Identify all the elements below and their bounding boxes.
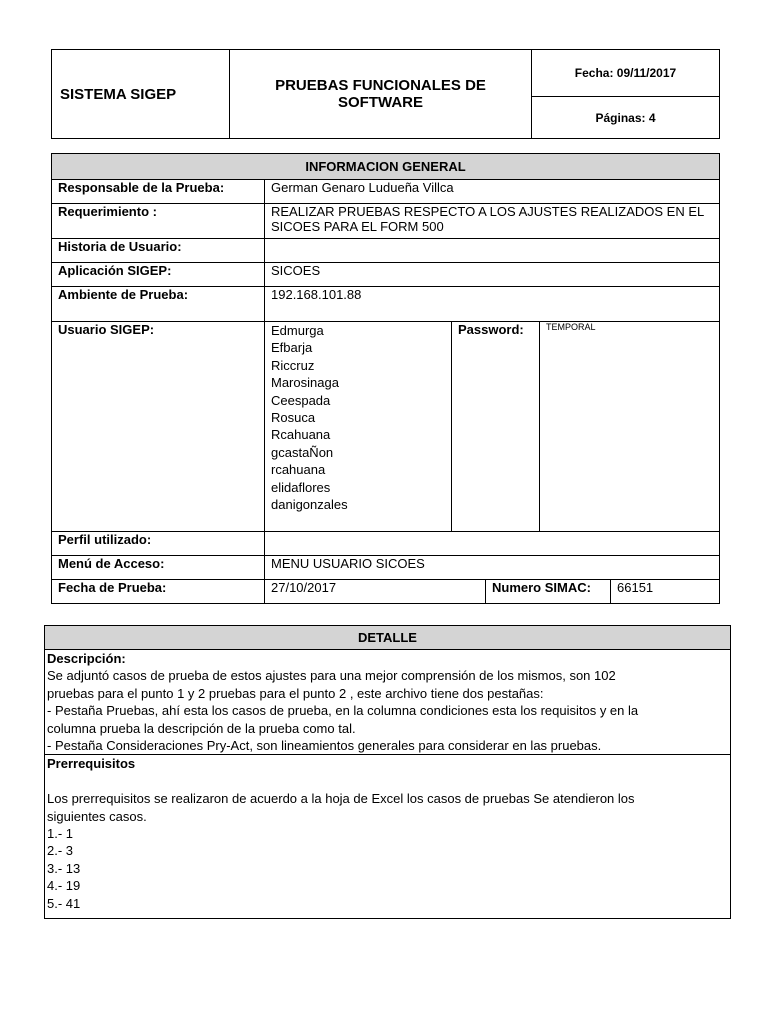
usuario-list — [265, 322, 452, 532]
menu-value: MENU USUARIO SICOES — [265, 556, 720, 580]
descripcion-line: pruebas para el punto 1 y 2 pruebas para el punto 2 , este archivo tiene dos pestañas: — [47, 685, 544, 701]
password-label: Password: — [452, 322, 540, 532]
responsable-value: German Genaro Ludueña Villca — [265, 180, 720, 204]
system-name: SISTEMA SIGEP — [52, 50, 230, 139]
descripcion-line: columna prueba la descripción de la prueba como tal. — [47, 720, 356, 736]
descripcion-line: - Pestaña Pruebas, ahí esta los casos de prueba, en la columna condiciones esta los requisitos y en la — [47, 703, 639, 719]
fecha-prueba-label: Fecha de Prueba: — [52, 580, 265, 604]
caso-item: 1.- 1 — [47, 826, 74, 842]
descripcion-label: Descripción: — [47, 651, 126, 666]
usuario-item: Riccruz — [271, 357, 315, 373]
caso-item: 3.- 13 — [47, 860, 81, 876]
requerimiento-line-1: REALIZAR PRUEBAS RESPECTO A LOS AJUSTES REALIZADOS EN EL — [271, 204, 705, 219]
fecha-prueba-value: 27/10/2017 — [265, 580, 486, 604]
title-line-1: PRUEBAS FUNCIONALES DE — [275, 77, 486, 94]
descripcion-line: Se adjuntó casos de prueba de estos ajustes para una mejor comprensión de los mismos, son 102 — [47, 668, 616, 684]
descripcion-line: - Pestaña Consideraciones Pry-Act, son lineamientos generales para considerar en las pruebas. — [47, 738, 602, 754]
usuario-item: Rcahuana — [271, 427, 331, 443]
usuario-item: gcastaÑon — [271, 444, 334, 460]
general-section-title: INFORMACION GENERAL — [52, 154, 720, 180]
detalle-table — [44, 625, 731, 919]
requerimiento-label: Requerimiento : — [52, 204, 265, 239]
usuario-item: Ceespada — [271, 392, 331, 408]
document-title — [230, 50, 532, 139]
responsable-label: Responsable de la Prueba: — [52, 180, 265, 204]
usuario-item: elidaflores — [271, 479, 331, 495]
simac-value: 66151 — [611, 580, 720, 604]
prerrequisitos-label: Prerrequisitos — [47, 756, 136, 772]
usuario-label: Usuario SIGEP: — [52, 322, 265, 532]
ambiente-label: Ambiente de Prueba: — [52, 287, 265, 322]
caso-item: 4.- 19 — [47, 878, 81, 894]
prerrequisitos-line: Los prerrequisitos se realizaron de acuerdo a la hoja de Excel los casos de pruebas Se atendieron los — [47, 791, 635, 807]
prerrequisitos-cell — [45, 755, 731, 919]
spacer — [47, 773, 729, 790]
ambiente-value: 192.168.101.88 — [265, 287, 720, 322]
usuario-item: Rosuca — [271, 410, 316, 426]
simac-label: Numero SIMAC: — [486, 580, 611, 604]
title-line-2: SOFTWARE — [338, 94, 423, 111]
menu-label: Menú de Acceso: — [52, 556, 265, 580]
usuario-item: rcahuana — [271, 462, 326, 478]
detalle-section-title: DETALLE — [45, 626, 731, 650]
password-value: TEMPORAL — [540, 322, 720, 532]
perfil-label: Perfil utilizado: — [52, 532, 265, 556]
general-info-table — [51, 153, 720, 604]
fecha-cell: Fecha: 09/11/2017 — [532, 50, 720, 97]
historia-value — [265, 239, 720, 263]
requerimiento-value — [265, 204, 720, 239]
prerrequisitos-line: siguientes casos. — [47, 808, 147, 824]
perfil-value — [265, 532, 720, 556]
descripcion-cell — [45, 650, 731, 755]
aplicacion-label: Aplicación SIGEP: — [52, 263, 265, 287]
aplicacion-value: SICOES — [265, 263, 720, 287]
requerimiento-line-2: SICOES PARA EL FORM 500 — [271, 219, 444, 234]
historia-label: Historia de Usuario: — [52, 239, 265, 263]
header-table — [51, 49, 720, 139]
usuario-item: Edmurga — [271, 323, 324, 338]
usuario-item: Efbarja — [271, 340, 313, 356]
usuario-item: Marosinaga — [271, 375, 339, 391]
usuario-item: danigonzales — [271, 497, 348, 513]
caso-item: 2.- 3 — [47, 843, 74, 859]
paginas-cell: Páginas: 4 — [532, 97, 720, 139]
caso-item: 5.- 41 — [47, 895, 81, 911]
